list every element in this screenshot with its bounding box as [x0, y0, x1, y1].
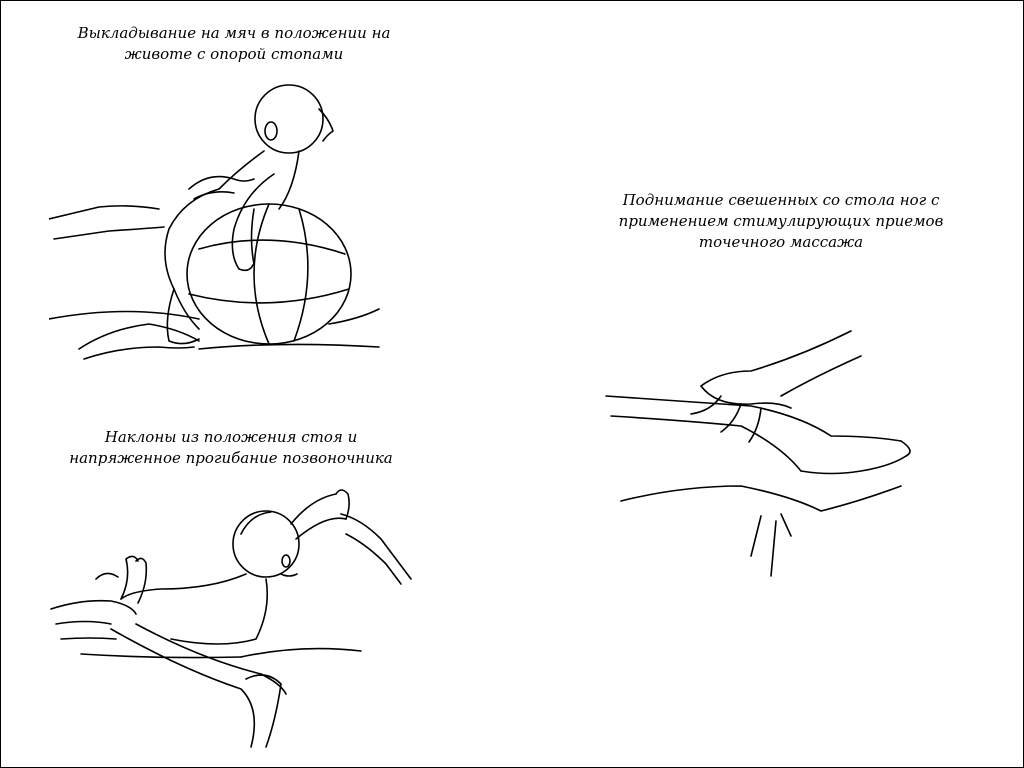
- caption-leg-lift: [581, 190, 981, 253]
- baby-on-ball-illustration: [49, 79, 389, 364]
- caption-line: Наклоны из положения стоя и: [104, 428, 358, 446]
- caption-bends: [31, 427, 431, 469]
- caption-line: точечного массажа: [698, 233, 864, 251]
- caption-line: Поднимание свешенных со стола ног с: [622, 191, 940, 209]
- leg-massage-illustration: [601, 326, 931, 581]
- caption-ball-exercise: [49, 23, 419, 65]
- caption-line: напряженное прогибание позвоночника: [69, 449, 393, 467]
- baby-bend-illustration: [41, 479, 421, 749]
- caption-line: применением стимулирующих приемов: [618, 212, 944, 230]
- caption-line: животе с опорой стопами: [124, 45, 344, 63]
- caption-line: Выкладывание на мяч в положении на: [77, 24, 391, 42]
